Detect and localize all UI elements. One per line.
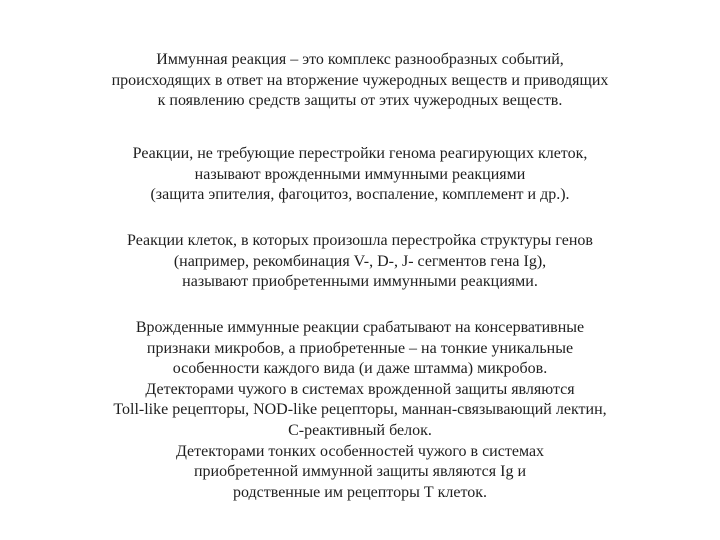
text-line: (например, рекомбинация V-, D-, J- сегментов гена Ig), bbox=[173, 252, 547, 270]
text-line: Врожденные иммунные реакции срабатывают на консервативные bbox=[135, 319, 585, 336]
text-line: Детекторами тонких особенностей чужого в системах bbox=[175, 442, 545, 460]
text-line: Реакции клеток, в которых произошла перестройка структуры генов bbox=[127, 232, 593, 249]
text-line: происходящих в ответ на вторжение чужеродных веществ и приводящих bbox=[111, 71, 609, 89]
paragraph-acquired-reactions bbox=[0, 231, 720, 293]
text-line: приобретенной иммунной защиты являются Ig и bbox=[193, 463, 527, 481]
text-line: называют приобретенными иммунными реакциями. bbox=[182, 273, 538, 291]
text-line: особенности каждого вида (и даже штамма) микробов. bbox=[172, 360, 548, 378]
text-line: Иммунная реакция – это комплекс разнообразных событий, bbox=[156, 51, 564, 68]
paragraph-detectors bbox=[0, 318, 720, 503]
text-line: называют врожденными иммунными реакциями bbox=[194, 165, 526, 183]
text-line: (защита эпителия, фагоцитоз, воспаление, комплемент и др.). bbox=[150, 186, 570, 204]
text-line: признаки микробов, а приобретенные – на тонкие уникальные bbox=[146, 339, 574, 357]
text-line: Детекторами чужого в системах врожденной защиты являются bbox=[145, 380, 575, 398]
text-line: С-реактивный белок. bbox=[288, 421, 432, 439]
paragraph-innate-reactions bbox=[0, 144, 720, 206]
paragraph-immune-reaction-definition bbox=[0, 50, 720, 112]
text-line: Toll-like рецепторы, NOD-like рецепторы, маннан-связывающий лектин, bbox=[113, 401, 607, 419]
text-line: родственные им рецепторы Т клеток. bbox=[232, 483, 488, 501]
text-line: Реакции, не требующие перестройки генома реагирующих клеток, bbox=[132, 145, 588, 162]
text-line: к появлению средств защиты от этих чужеродных веществ. bbox=[157, 92, 563, 110]
